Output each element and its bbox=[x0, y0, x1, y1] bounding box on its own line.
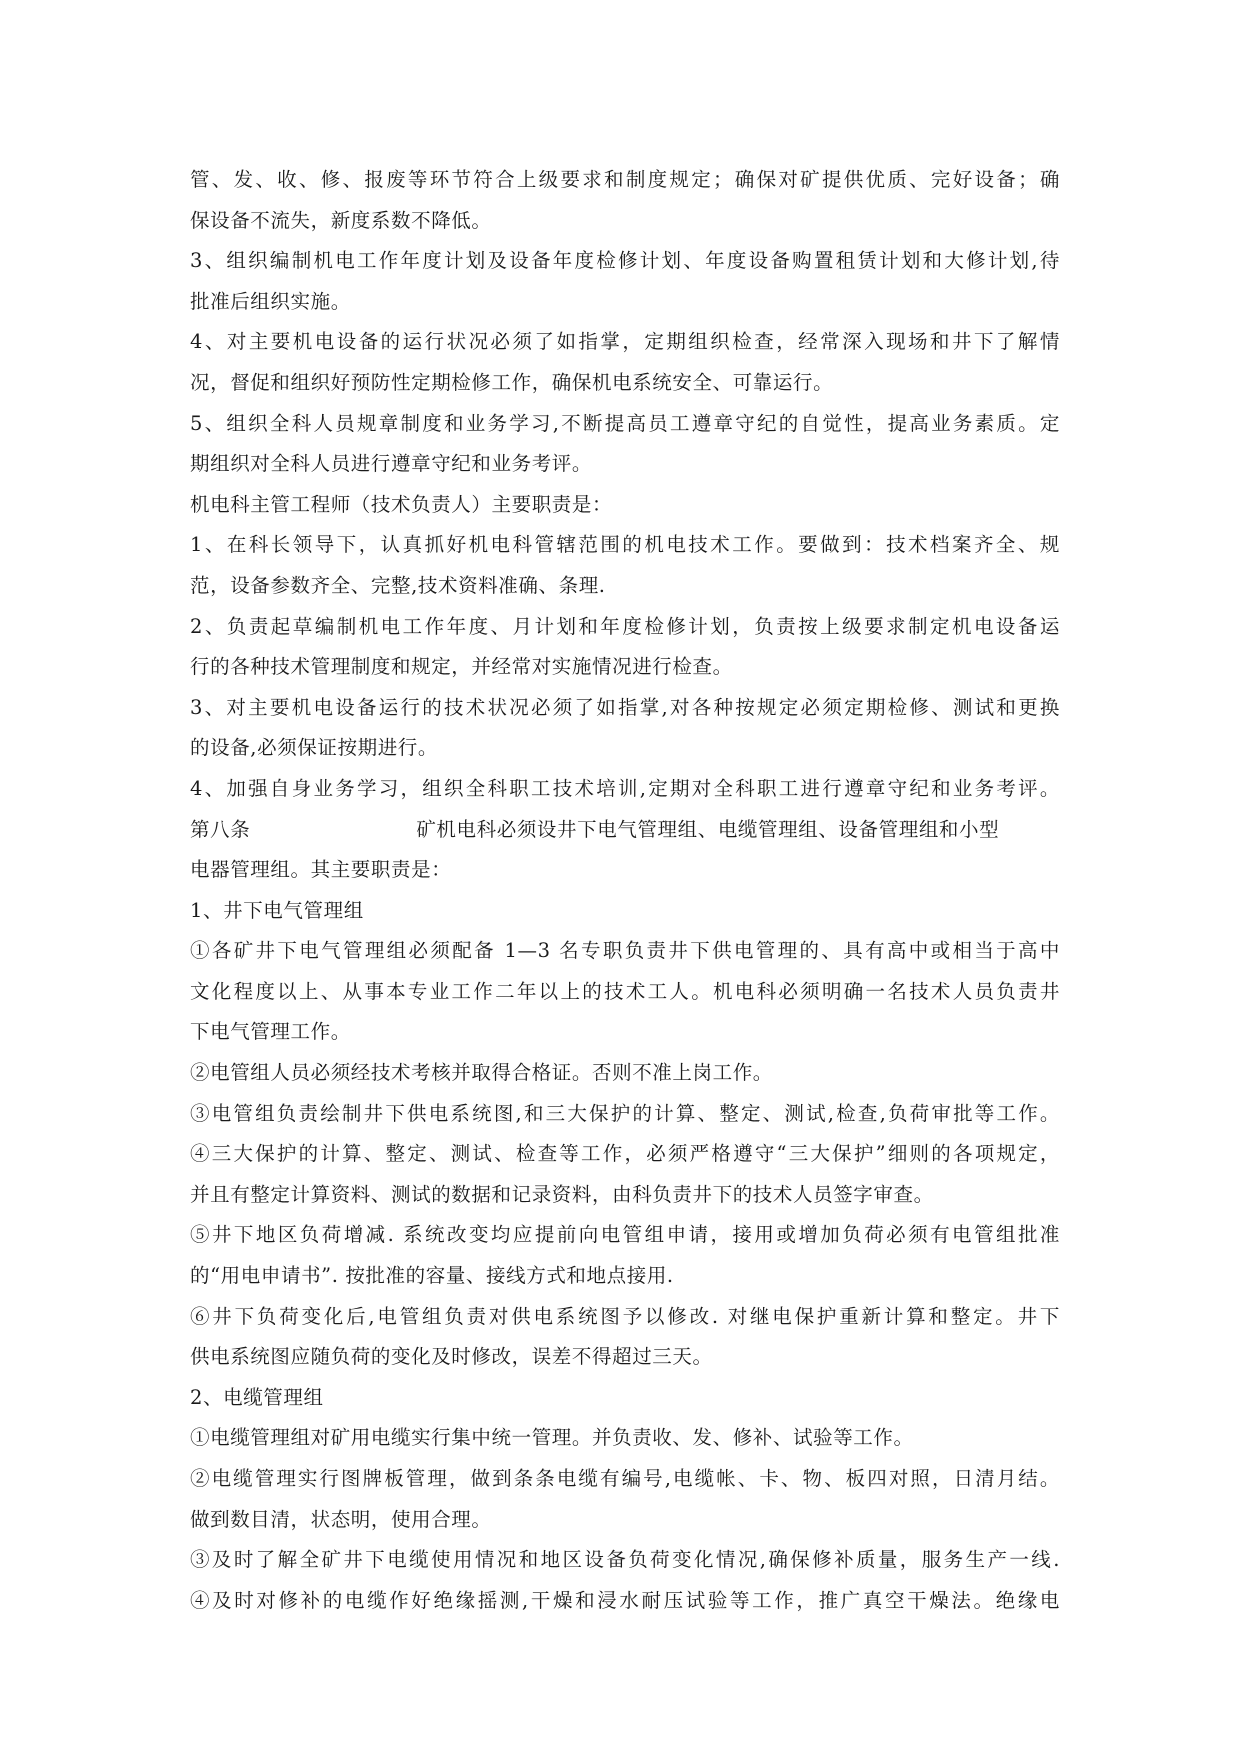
text-line: ④及时对修补的电缆作好绝缘摇测,干燥和浸水耐压试验等工作，推广真空干燥法。绝缘电 bbox=[190, 1588, 1060, 1612]
text-line: ⑤井下地区负荷增减. 系统改变均应提前向电管组申请，接用或增加负荷必须有电管组批准 bbox=[190, 1223, 1060, 1247]
text-line: ①电缆管理组对矿用电缆实行集中统一管理。并负责收、发、修补、试验等工作。 bbox=[190, 1426, 914, 1450]
text-line: 2、负责起草编制机电工作年度、月计划和年度检修计划，负责按上级要求制定机电设备运 bbox=[190, 614, 1060, 638]
text-line: 管、发、收、修、报废等环节符合上级要求和制度规定；确保对矿提供优质、完好设备；确 bbox=[190, 168, 1060, 191]
article-label: 第八条 bbox=[190, 817, 251, 841]
article-text: 矿机电科必须设井下电气管理组、电缆管理组、设备管理组和小型 bbox=[416, 817, 1000, 841]
text-line: 供电系统图应随负荷的变化及时修改，误差不得超过三天。 bbox=[190, 1345, 713, 1369]
text-line: 的设备,必须保证按期进行。 bbox=[190, 736, 438, 760]
text-line: ③及时了解全矿井下电缆使用情况和地区设备负荷变化情况,确保修补质量，服务生产一线. bbox=[190, 1548, 1060, 1572]
text-line: 做到数目清，状态明，使用合理。 bbox=[190, 1507, 492, 1531]
text-line: 机电科主管工程师（技术负责人）主要职责是： bbox=[190, 492, 613, 516]
document-body bbox=[190, 160, 1060, 1621]
text-line: ②电管组人员必须经技术考核并取得合格证。否则不准上岗工作。 bbox=[190, 1061, 773, 1085]
text-line: 并且有整定计算资料、测试的数据和记录资料，由科负责井下的技术人员签字审查。 bbox=[190, 1182, 934, 1206]
text-line: 3、组织编制机电工作年度计划及设备年度检修计划、年度设备购置租赁计划和大修计划,待 bbox=[190, 249, 1060, 273]
text-line: 况，督促和组织好预防性定期检修工作，确保机电系统安全、可靠运行。 bbox=[190, 370, 834, 394]
section-before-article bbox=[190, 160, 1060, 810]
text-line: 行的各种技术管理制度和规定，并经常对实施情况进行检查。 bbox=[190, 655, 733, 679]
text-line: 4、对主要机电设备的运行状况必须了如指掌，定期组织检查，经常深入现场和井下了解情 bbox=[190, 330, 1060, 354]
section-after-article bbox=[190, 850, 1060, 1621]
text-line: 1、在科长领导下，认真抓好机电科管辖范围的机电技术工作。要做到：技术档案齐全、规 bbox=[190, 533, 1060, 557]
text-line: ⑥井下负荷变化后,电管组负责对供电系统图予以修改. 对继电保护重新计算和整定。井下 bbox=[190, 1304, 1060, 1328]
text-line: 1、井下电气管理组 bbox=[190, 898, 364, 922]
text-line: 期组织对全科人员进行遵章守纪和业务考评。 bbox=[190, 452, 593, 476]
text-line: 下电气管理工作。 bbox=[190, 1020, 351, 1044]
text-line: 保设备不流失，新度系数不降低。 bbox=[190, 208, 492, 232]
text-line: 5、组织全科人员规章制度和业务学习,不断提高员工遵章守纪的自觉性，提高业务素质。定 bbox=[190, 411, 1060, 435]
text-line: 电器管理组。其主要职责是： bbox=[190, 858, 452, 882]
text-line: ②电缆管理实行图牌板管理，做到条条电缆有编号,电缆帐、卡、物、板四对照，日清月结。 bbox=[190, 1467, 1060, 1490]
article-8-line bbox=[190, 810, 1060, 851]
text-line: 4、加强自身业务学习，组织全科职工技术培训,定期对全科职工进行遵章守纪和业务考评。 bbox=[190, 776, 1060, 800]
text-line: 的“用电申请书”. 按批准的容量、接线方式和地点接用. bbox=[190, 1264, 674, 1288]
text-line: ③电管组负责绘制井下供电系统图,和三大保护的计算、整定、测试,检查,负荷审批等工作。 bbox=[190, 1101, 1060, 1125]
text-line: 范，设备参数齐全、完整,技术资料准确、条理. bbox=[190, 573, 606, 597]
text-line: 2、电缆管理组 bbox=[190, 1385, 324, 1409]
text-line: 3、对主要机电设备运行的技术状况必须了如指掌,对各种按规定必须定期检修、测试和更换 bbox=[190, 695, 1060, 719]
text-line: 批准后组织实施。 bbox=[190, 289, 351, 313]
text-line: ④三大保护的计算、整定、测试、检查等工作，必须严格遵守“三大保护”细则的各项规定， bbox=[190, 1142, 1060, 1166]
text-line: ①各矿井下电气管理组必须配备 1—3 名专职负责井下供电管理的、具有高中或相当于高中 bbox=[190, 939, 1060, 963]
text-line: 文化程度以上、从事本专业工作二年以上的技术工人。机电科必须明确一名技术人员负责井 bbox=[190, 979, 1060, 1003]
